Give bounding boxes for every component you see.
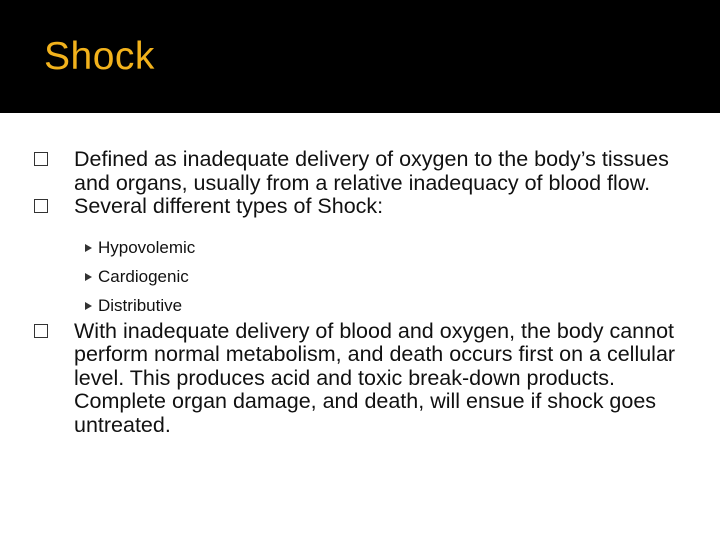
sub-bullet-item — [28, 291, 698, 320]
checkbox-bullet-icon — [34, 199, 48, 213]
sub-bullet-text: Hypovolemic — [98, 237, 196, 257]
bullet-item — [28, 195, 698, 219]
sub-bullet-text: Distributive — [98, 295, 183, 315]
triangle-bullet-icon — [85, 273, 92, 281]
checkbox-bullet-icon — [34, 324, 48, 338]
triangle-bullet-icon — [85, 302, 92, 310]
bullet-item — [28, 148, 698, 195]
title-bar — [0, 0, 720, 113]
bullet-item — [28, 320, 698, 438]
bullet-text: With inadequate delivery of blood and oxygen, the body cannot perform normal metabolism, and death occurs first on a cellular level. This produces acid and toxic break-down products. Complete organ damage, and death, will ensue if shock goes untreated. — [74, 318, 676, 437]
slide-content — [28, 148, 698, 437]
sub-bullet-item — [28, 262, 698, 291]
bullet-text: Several different types of Shock: — [74, 194, 384, 218]
sub-bullet-list — [28, 233, 698, 320]
sub-bullet-item — [28, 233, 698, 262]
slide-title: Shock — [44, 35, 155, 78]
triangle-bullet-icon — [85, 244, 92, 252]
sub-bullet-text: Cardiogenic — [98, 266, 189, 286]
checkbox-bullet-icon — [34, 152, 48, 166]
bullet-text: Defined as inadequate delivery of oxygen to the body’s tissues and organs, usually from a relative inadequacy of blood flow. — [74, 147, 669, 195]
